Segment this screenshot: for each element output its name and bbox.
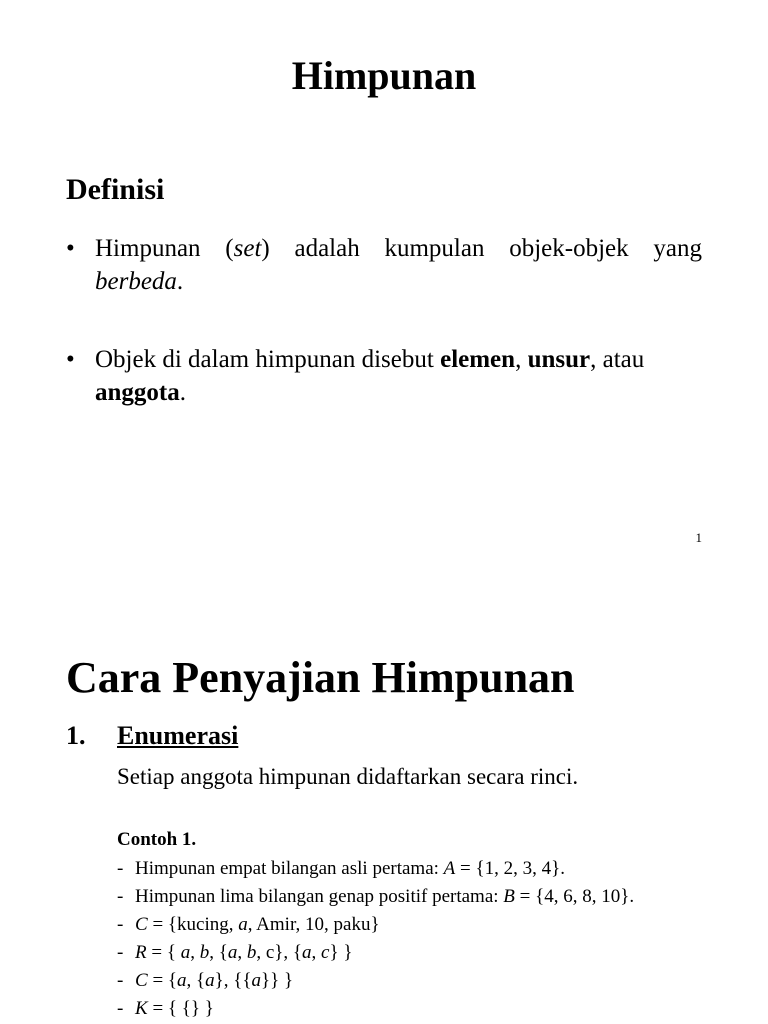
text-run: , {	[209, 942, 228, 963]
set-variable: R	[135, 942, 147, 963]
list-item	[117, 855, 737, 883]
section-number: 1.	[66, 721, 86, 750]
slide-title: Cara Penyajian Himpunan	[66, 653, 575, 702]
list-item	[117, 883, 737, 911]
text-run: = { {} }	[147, 998, 214, 1019]
text-run: }} }	[261, 970, 294, 991]
element-variable: a	[227, 942, 238, 963]
text-run: }, {{	[214, 970, 252, 991]
text-run: ,	[237, 942, 247, 963]
bullet-item-elements	[66, 343, 702, 409]
dash-marker: -	[117, 998, 124, 1019]
text-run: ,	[515, 346, 528, 373]
text-run: ,	[190, 942, 200, 963]
bold-term-elemen: elemen	[440, 346, 516, 373]
element-variable: a	[238, 914, 248, 935]
text-run: , {	[186, 970, 206, 991]
element-variable: a	[302, 942, 312, 963]
text-run: ,	[311, 942, 322, 963]
bullet-text	[95, 343, 702, 409]
text-run: .	[179, 379, 186, 406]
element-variable: a	[251, 970, 262, 991]
slide-2	[0, 600, 768, 1024]
section-description: Setiap anggota himpunan didaftarkan secara rinci.	[117, 764, 579, 789]
list-item	[117, 967, 737, 995]
element-variable: c	[321, 942, 330, 963]
set-variable: C	[135, 970, 148, 991]
text-run: = {	[147, 970, 178, 991]
example-title: Contoh 1.	[117, 829, 197, 850]
italic-term-set: set	[233, 235, 262, 262]
text-run: Himpunan (	[95, 235, 234, 262]
page-number: 1	[695, 530, 702, 545]
text-run: , atau	[590, 346, 645, 373]
text-run: , Amir, 10, paku}	[247, 914, 380, 935]
italic-term-berbeda: berbeda	[95, 268, 177, 295]
element-variable: b	[199, 942, 210, 963]
set-variable: K	[135, 998, 148, 1019]
dash-marker: -	[117, 970, 124, 991]
dash-marker: -	[117, 858, 124, 879]
element-variable: b	[246, 942, 257, 963]
element-variable: a	[180, 942, 191, 963]
slide-title: Himpunan	[291, 53, 477, 98]
text-run: .	[176, 268, 184, 295]
text-run: Himpunan lima bilangan genap positif pertama:	[135, 886, 504, 907]
text-run: , c}, {	[256, 942, 303, 963]
list-item	[117, 995, 737, 1023]
text-run: } }	[329, 942, 353, 963]
element-variable: a	[205, 970, 215, 991]
text-run: Himpunan empat bilangan asli pertama:	[135, 858, 444, 879]
bullet-marker: •	[66, 346, 75, 373]
bold-term-anggota: anggota	[95, 379, 180, 406]
text-run: = {	[146, 942, 181, 963]
set-variable: C	[135, 914, 148, 935]
section-heading-definisi: Definisi	[66, 173, 165, 206]
bullet-marker: •	[66, 235, 75, 262]
text-run: ) adalah kumpulan objek-objek yang	[261, 235, 702, 262]
text-run: = {kucing,	[147, 914, 239, 935]
list-item	[117, 911, 737, 939]
list-item	[117, 939, 737, 967]
text-run: = {4, 6, 8, 10}.	[514, 886, 635, 907]
dash-marker: -	[117, 914, 124, 935]
bullet-text	[95, 232, 702, 298]
dash-marker: -	[117, 942, 124, 963]
bold-term-unsur: unsur	[527, 346, 591, 373]
section-title-enumerasi: Enumerasi	[117, 721, 239, 750]
bullet-item-definition	[66, 232, 702, 298]
element-variable: a	[177, 970, 187, 991]
text-run: = {1, 2, 3, 4}.	[455, 858, 565, 879]
dash-marker: -	[117, 886, 124, 907]
example-list	[117, 855, 737, 1023]
set-variable: B	[503, 886, 515, 907]
set-variable: A	[443, 858, 456, 879]
text-run: Objek di dalam himpunan disebut	[95, 346, 441, 373]
